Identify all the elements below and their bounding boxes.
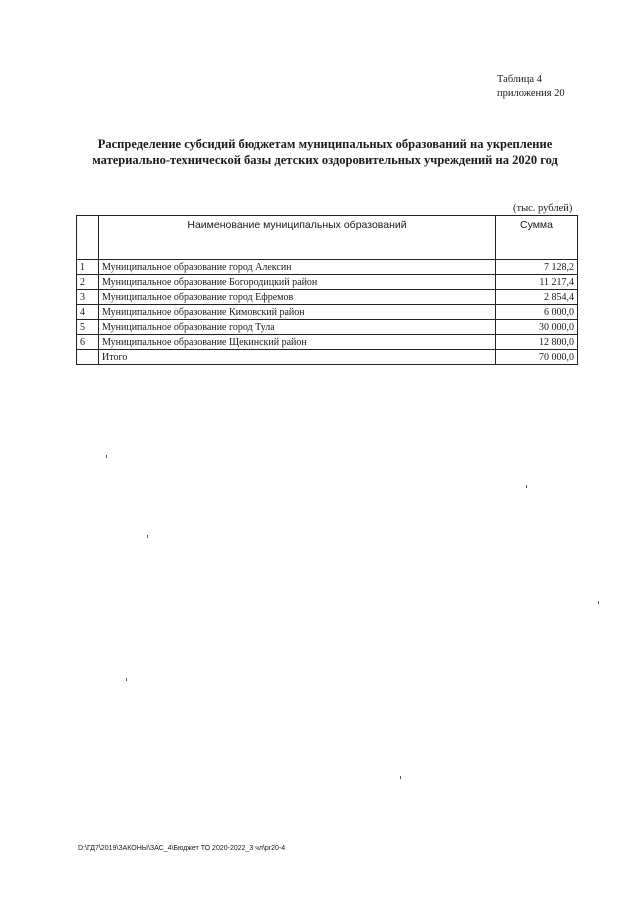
scan-speck xyxy=(400,776,401,779)
total-label: Итого xyxy=(99,350,496,365)
row-sum: 12 800,0 xyxy=(496,335,578,350)
annex-table-number: Таблица 4 xyxy=(497,74,542,85)
document-title xyxy=(60,136,590,168)
subsidy-table xyxy=(76,215,578,365)
row-number: 5 xyxy=(77,320,99,335)
table-row xyxy=(77,260,578,275)
header-number xyxy=(77,216,99,260)
row-sum: 11 217,4 xyxy=(496,275,578,290)
header-sum: Сумма xyxy=(496,216,578,260)
row-number: 1 xyxy=(77,260,99,275)
row-name: Муниципальное образование город Ефремов xyxy=(99,290,496,305)
row-name: Муниципальное образование город Алексин xyxy=(99,260,496,275)
row-name: Муниципальное образование город Тула xyxy=(99,320,496,335)
total-sum: 70 000,0 xyxy=(496,350,578,365)
total-number xyxy=(77,350,99,365)
scan-speck xyxy=(147,535,148,538)
row-number: 4 xyxy=(77,305,99,320)
total-row xyxy=(77,350,578,365)
table-row xyxy=(77,320,578,335)
table-row xyxy=(77,335,578,350)
row-number: 3 xyxy=(77,290,99,305)
scan-speck xyxy=(106,455,107,458)
units-label: (тыс. рублей) xyxy=(513,203,573,214)
row-sum: 6 000,0 xyxy=(496,305,578,320)
table-annex-label xyxy=(497,73,565,101)
file-path-footer: D:\ГД7\2019\ЗАКОНЫ\ЗАС_4\Бюджет ТО 2020-2022_3 чл\pr20-4 xyxy=(78,845,286,852)
row-name: Муниципальное образование Богородицкий район xyxy=(99,275,496,290)
scan-speck xyxy=(126,678,127,681)
row-sum: 7 128,2 xyxy=(496,260,578,275)
table-row xyxy=(77,305,578,320)
title-line-2: материально-технической базы детских оздоровительных учреждений на 2020 год xyxy=(92,153,558,167)
row-name: Муниципальное образование Щекинский район xyxy=(99,335,496,350)
title-line-1: Распределение субсидий бюджетам муниципальных образований на укрепление xyxy=(97,137,553,151)
row-number: 2 xyxy=(77,275,99,290)
row-name: Муниципальное образование Кимовский район xyxy=(99,305,496,320)
scan-speck xyxy=(598,601,599,604)
row-number: 6 xyxy=(77,335,99,350)
row-sum: 2 854,4 xyxy=(496,290,578,305)
table-row xyxy=(77,290,578,305)
header-name: Наименование муниципальных образований xyxy=(99,216,496,260)
row-sum: 30 000,0 xyxy=(496,320,578,335)
table-row xyxy=(77,275,578,290)
scan-speck xyxy=(526,485,527,488)
annex-appendix-number: приложения 20 xyxy=(497,88,565,99)
table-header-row xyxy=(77,216,578,260)
